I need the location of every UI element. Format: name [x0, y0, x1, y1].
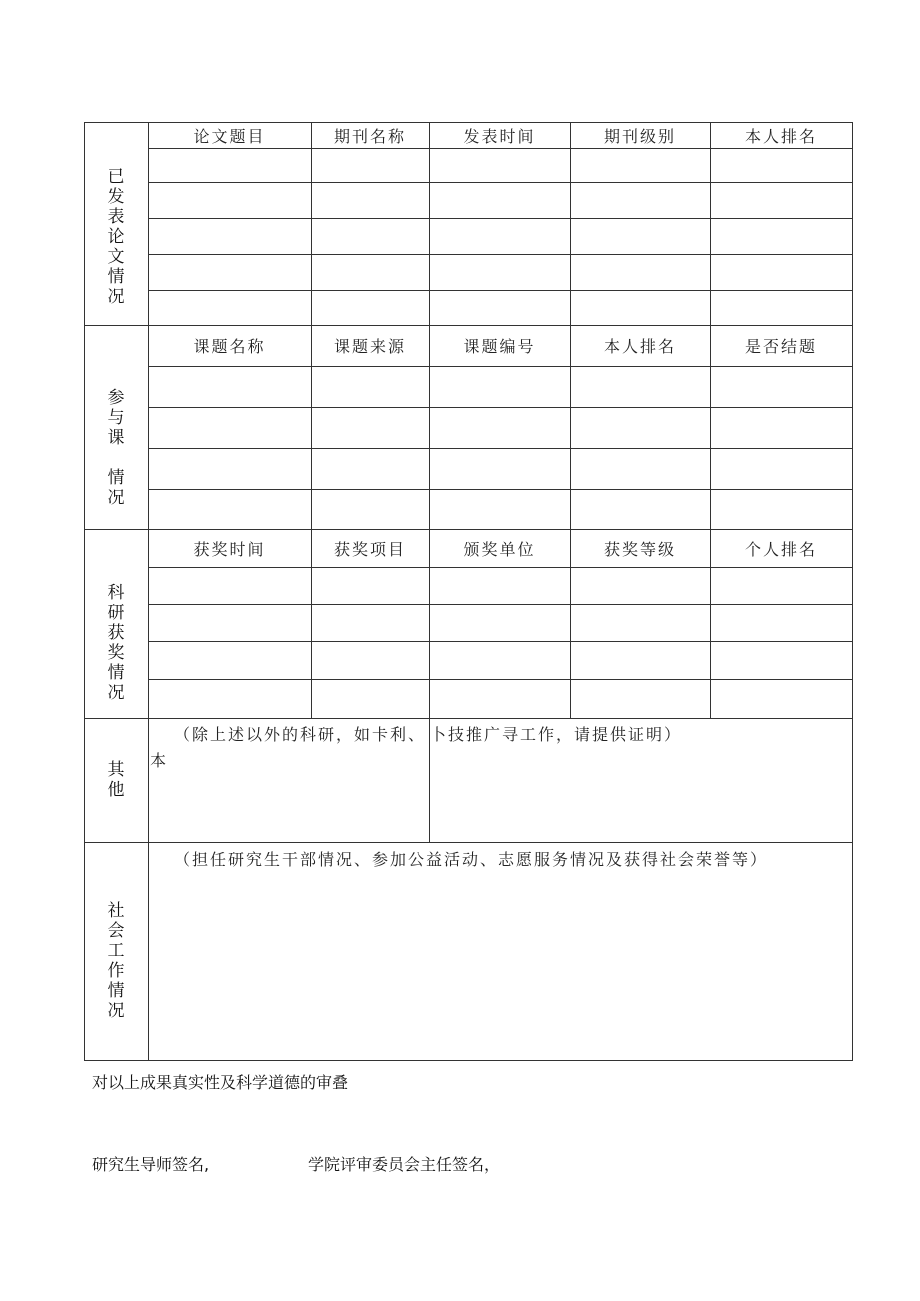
projects-header-completed: 是否结题	[744, 337, 817, 356]
other-note-line2: 本	[150, 751, 169, 770]
section-label-char: 情	[107, 266, 125, 287]
grid-line-vertical	[852, 122, 853, 1061]
projects-header-name: 课题名称	[193, 337, 266, 356]
section-label-char: 已	[107, 166, 125, 187]
grid-line-horizontal	[148, 448, 853, 449]
section-label-char: 表	[107, 206, 125, 227]
section-label-char: 科	[107, 582, 125, 603]
grid-line-horizontal	[148, 567, 853, 568]
section-label-char: 况	[107, 286, 125, 307]
section-label-char: 工	[107, 941, 125, 961]
grid-line-horizontal	[148, 679, 853, 680]
grid-line-horizontal	[148, 489, 853, 490]
section-label-papers	[84, 148, 148, 325]
projects-header-source: 课题来源	[333, 337, 406, 356]
grid-line-vertical	[311, 122, 312, 326]
section-label-char: 情	[107, 662, 125, 683]
section-label-char: 情	[107, 981, 125, 1001]
section-label-char: 奖	[107, 642, 125, 663]
papers-header-date: 发表时间	[463, 126, 536, 146]
papers-header-journal: 期刊名称	[333, 126, 406, 146]
section-label-char: 况	[107, 682, 125, 703]
section-label-char: 发	[107, 186, 125, 207]
section-label-char: 会	[107, 921, 125, 941]
grid-line-vertical	[148, 122, 149, 1061]
section-label-char: 情	[107, 467, 125, 488]
section-label-char: 论	[107, 226, 125, 247]
grid-line-horizontal	[84, 842, 853, 843]
grid-line-horizontal	[148, 407, 853, 408]
awards-header-issuer: 颁奖单位	[463, 539, 536, 559]
section-label-char: 与	[107, 407, 125, 428]
committee-signature-label: 学院评审委员会主任签名，	[308, 1155, 501, 1174]
section-label-char: 他	[107, 780, 125, 800]
awards-header-grade: 获奖等级	[603, 539, 676, 559]
grid-line-horizontal	[84, 718, 853, 719]
section-label-social	[84, 882, 148, 1040]
grid-line-vertical	[710, 122, 711, 326]
section-label-char: 课	[107, 427, 125, 448]
section-label-char: 参	[107, 387, 125, 408]
declaration-text: 对以上成果真实性及科学道德的审叠	[92, 1073, 349, 1092]
social-work-note: （担任研究生干部情况、参加公益活动、志愿服务情况及获得社会荣誉等）	[174, 850, 769, 869]
grid-line-horizontal	[148, 148, 853, 149]
section-label-other	[84, 718, 148, 842]
grid-line-horizontal	[148, 366, 853, 367]
section-label-char: 文	[107, 246, 125, 267]
awards-header-rank: 个人排名	[744, 539, 817, 559]
grid-line-horizontal	[148, 182, 853, 183]
section-label-char	[113, 448, 118, 468]
projects-header-rank: 本人排名	[603, 337, 676, 356]
section-label-projects	[84, 366, 148, 529]
papers-header-level: 期刊级别	[603, 126, 676, 146]
awards-header-time: 获奖时间	[193, 539, 266, 559]
achievement-form-table	[84, 122, 852, 1060]
section-label-awards	[84, 567, 148, 718]
projects-header-number: 课题编号	[463, 337, 536, 356]
papers-header-rank: 本人排名	[744, 126, 817, 146]
section-label-char: 作	[107, 961, 125, 981]
advisor-signature-label: 研究生导师签名,	[92, 1155, 210, 1174]
section-label-char: 况	[107, 487, 125, 508]
grid-line-horizontal	[148, 218, 853, 219]
section-label-char: 社	[107, 901, 125, 921]
other-note-line1-right: 卜技推广寻工作，请提供证明）	[430, 725, 683, 744]
awards-header-project: 获奖项目	[333, 539, 406, 559]
grid-line-horizontal	[148, 604, 853, 605]
grid-line-horizontal	[148, 641, 853, 642]
grid-line-vertical	[429, 122, 430, 326]
grid-line-horizontal	[148, 290, 853, 291]
other-note-line1-left: （除上述以外的科研，如卡利、	[174, 725, 427, 744]
grid-line-vertical	[570, 122, 571, 326]
section-label-char: 研	[107, 602, 125, 623]
papers-header-title: 论文题目	[193, 126, 266, 146]
grid-line-horizontal	[148, 254, 853, 255]
section-label-char: 其	[107, 760, 125, 780]
grid-line-horizontal	[84, 1060, 853, 1061]
section-label-char: 况	[107, 1001, 125, 1021]
section-label-char: 获	[107, 622, 125, 643]
